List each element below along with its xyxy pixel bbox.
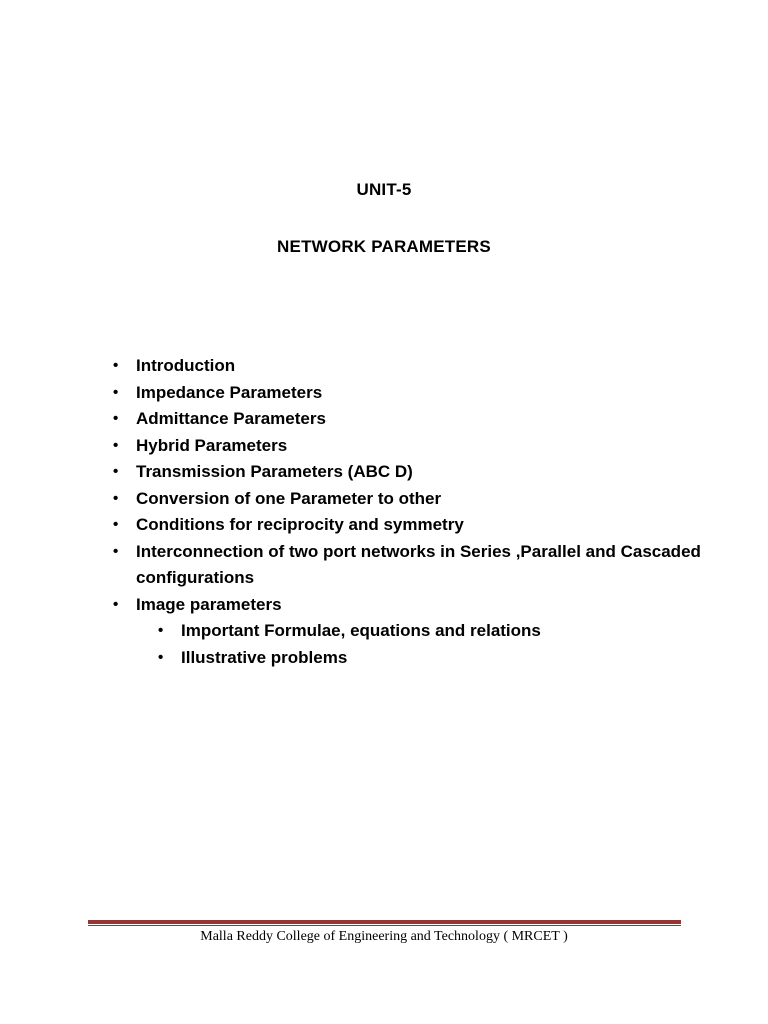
bullet-icon: • (113, 489, 119, 507)
bullet-icon: • (158, 648, 164, 666)
topic-label: Image parameters (136, 594, 282, 614)
topic-label: Transmission Parameters (ABC D) (136, 462, 413, 481)
topic-label: Hybrid Parameters (136, 435, 288, 455)
subtopic-group (110, 618, 730, 671)
subtopic-label: Illustrative problems (181, 647, 348, 667)
bullet-icon: • (113, 463, 119, 480)
list-item (110, 380, 730, 407)
list-item (110, 645, 730, 672)
topic-label: Conversion of one Parameter to other (136, 488, 442, 508)
bullet-icon: • (113, 436, 119, 454)
list-item (110, 406, 730, 433)
bullet-icon: • (158, 622, 164, 639)
footer-divider (88, 920, 681, 924)
bullet-icon: • (113, 410, 119, 427)
list-item (110, 353, 730, 380)
list-item (110, 459, 730, 486)
list-item (110, 512, 730, 539)
topic-label: Admittance Parameters (136, 409, 326, 428)
subtopic-list (110, 618, 730, 671)
topic-label: Impedance Parameters (136, 382, 323, 402)
bullet-icon: • (113, 516, 119, 533)
list-item (110, 539, 730, 592)
list-item (110, 433, 730, 460)
topic-label: Interconnection of two port networks in Series ,Parallel and Cascaded configurations (136, 541, 701, 587)
subtopic-label: Important Formulae, equations and relations (181, 621, 541, 640)
list-item (110, 592, 730, 619)
bullet-icon: • (113, 357, 119, 374)
footer-divider-thin (88, 925, 681, 926)
list-item (110, 618, 730, 645)
topic-label: Conditions for reciprocity and symmetry (136, 515, 464, 534)
bullet-icon: • (113, 542, 119, 560)
bullet-icon: • (113, 595, 119, 613)
page-title: NETWORK PARAMETERS (277, 237, 491, 256)
list-item (110, 486, 730, 513)
bullet-icon: • (113, 383, 119, 401)
topic-label: Introduction (136, 356, 236, 375)
footer-text: Malla Reddy College of Engineering and Technology ( MRCET ) (200, 929, 568, 944)
topic-list (110, 353, 730, 671)
unit-title: UNIT-5 (356, 180, 412, 199)
